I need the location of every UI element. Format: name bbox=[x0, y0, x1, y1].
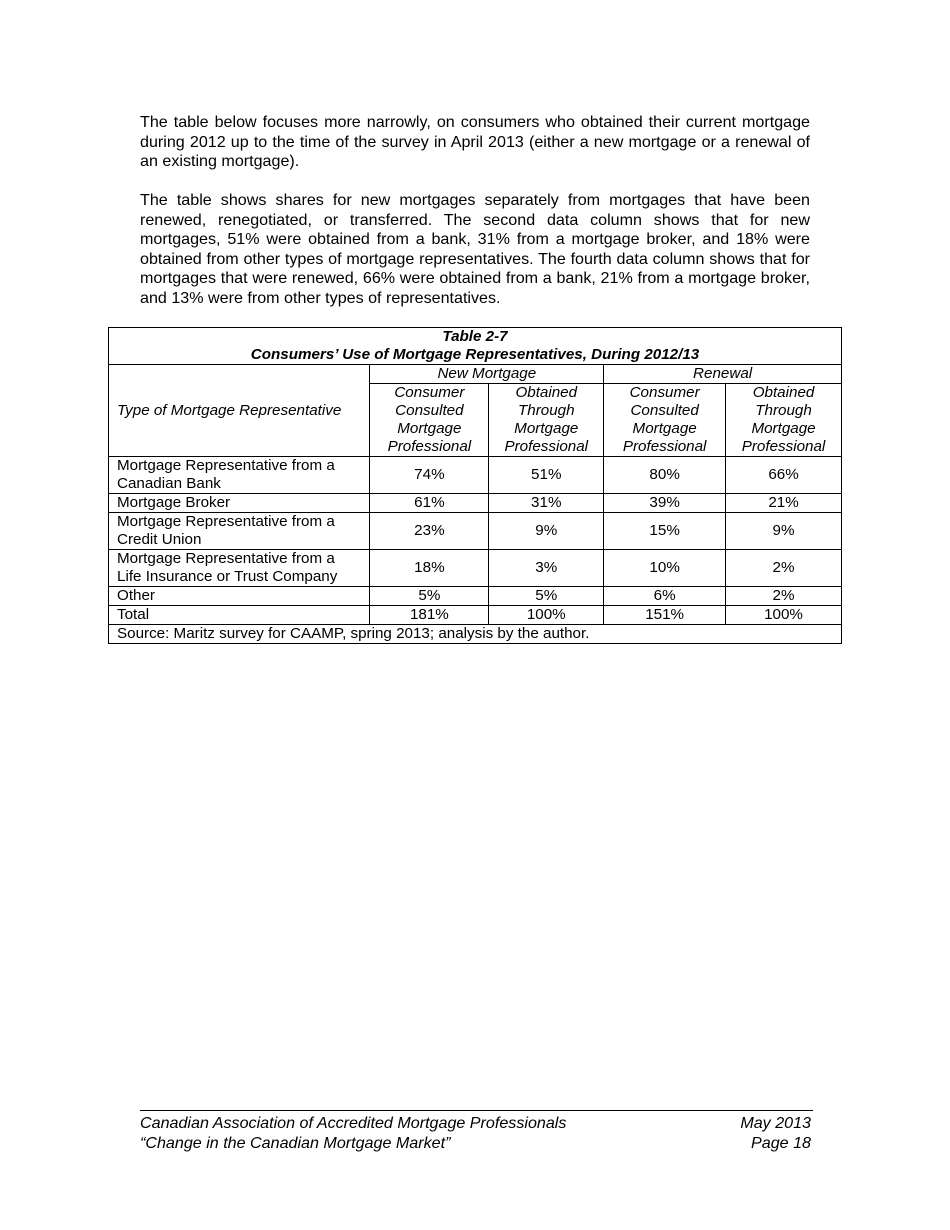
cell-renewal-consulted: 151% bbox=[604, 606, 726, 625]
cell-renewal-obtained: 9% bbox=[726, 513, 842, 550]
row-label: Mortgage Representative from a Life Insurance or Trust Company bbox=[109, 550, 370, 587]
cell-renewal-consulted: 15% bbox=[604, 513, 726, 550]
cell-renewal-obtained: 66% bbox=[726, 457, 842, 494]
intro-paragraph: The table below focuses more narrowly, on consumers who obtained their current mortgage during 2012 up to the time of the survey in April 2013 (either a new mortgage or a renewal of an existing mortgage). bbox=[140, 113, 810, 171]
cell-new-consulted: 5% bbox=[370, 587, 489, 606]
cell-renewal-consulted: 6% bbox=[604, 587, 726, 606]
cell-new-obtained: 5% bbox=[489, 587, 604, 606]
footer-report-title: “Change in the Canadian Mortgage Market” bbox=[140, 1134, 451, 1152]
cell-renewal-obtained: 2% bbox=[726, 587, 842, 606]
row-label: Mortgage Broker bbox=[109, 494, 370, 513]
row-label: Mortgage Representative from a Credit Union bbox=[109, 513, 370, 550]
cell-renewal-obtained: 21% bbox=[726, 494, 842, 513]
cell-renewal-obtained: 100% bbox=[726, 606, 842, 625]
cell-new-obtained: 9% bbox=[489, 513, 604, 550]
footer-page-number: Page 18 bbox=[751, 1134, 811, 1152]
cell-new-consulted: 61% bbox=[370, 494, 489, 513]
row-label: Other bbox=[109, 587, 370, 606]
cell-new-consulted: 74% bbox=[370, 457, 489, 494]
cell-renewal-consulted: 39% bbox=[604, 494, 726, 513]
explanation-paragraph: The table shows shares for new mortgages separately from mortgages that have been renewed, renegotiated, or transferred. The second data column shows that for new mortgages, 51% were obtained from a bank, 31% from a mortgage broker, and 18% were obtained from other types of mortgage representatives. The fourth data column shows that for mortgages that were renewed, 66% were obtained from a bank, 21% from a mortgage broker, and 13% were from other types of representatives. bbox=[140, 191, 810, 307]
table-row bbox=[109, 587, 842, 606]
col-header-renewal-obtained: Obtained Through Mortgage Professional bbox=[726, 384, 842, 457]
footer-line-2 bbox=[140, 1134, 811, 1154]
table-row bbox=[109, 550, 842, 587]
table-row bbox=[109, 494, 842, 513]
cell-new-consulted: 18% bbox=[370, 550, 489, 587]
footer-divider bbox=[140, 1110, 813, 1111]
table-row-total bbox=[109, 606, 842, 625]
col-header-renewal-consulted: Consumer Consulted Mortgage Professional bbox=[604, 384, 726, 457]
row-label: Mortgage Representative from a Canadian Bank bbox=[109, 457, 370, 494]
group-header-new-mortgage: New Mortgage bbox=[370, 365, 604, 384]
group-header-renewal: Renewal bbox=[604, 365, 842, 384]
footer-organization: Canadian Association of Accredited Mortgage Professionals bbox=[140, 1114, 567, 1132]
footer-date: May 2013 bbox=[740, 1114, 811, 1132]
cell-new-obtained: 100% bbox=[489, 606, 604, 625]
col-header-new-obtained: Obtained Through Mortgage Professional bbox=[489, 384, 604, 457]
row-header-title: Type of Mortgage Representative bbox=[109, 365, 370, 457]
row-label: Total bbox=[109, 606, 370, 625]
cell-new-obtained: 51% bbox=[489, 457, 604, 494]
cell-new-obtained: 3% bbox=[489, 550, 604, 587]
cell-renewal-consulted: 10% bbox=[604, 550, 726, 587]
table-number: Table 2-7 bbox=[442, 328, 508, 345]
cell-renewal-obtained: 2% bbox=[726, 550, 842, 587]
cell-renewal-consulted: 80% bbox=[604, 457, 726, 494]
table-row bbox=[109, 513, 842, 550]
col-header-new-consulted: Consumer Consulted Mortgage Professional bbox=[370, 384, 489, 457]
table-row bbox=[109, 457, 842, 494]
mortgage-representatives-table bbox=[108, 327, 842, 644]
table-caption bbox=[109, 328, 842, 365]
cell-new-consulted: 23% bbox=[370, 513, 489, 550]
table-title: Consumers’ Use of Mortgage Representatives, During 2012/13 bbox=[250, 346, 700, 363]
cell-new-consulted: 181% bbox=[370, 606, 489, 625]
footer-line-1 bbox=[140, 1114, 811, 1134]
table-source-note: Source: Maritz survey for CAAMP, spring 2013; analysis by the author. bbox=[109, 625, 842, 644]
cell-new-obtained: 31% bbox=[489, 494, 604, 513]
